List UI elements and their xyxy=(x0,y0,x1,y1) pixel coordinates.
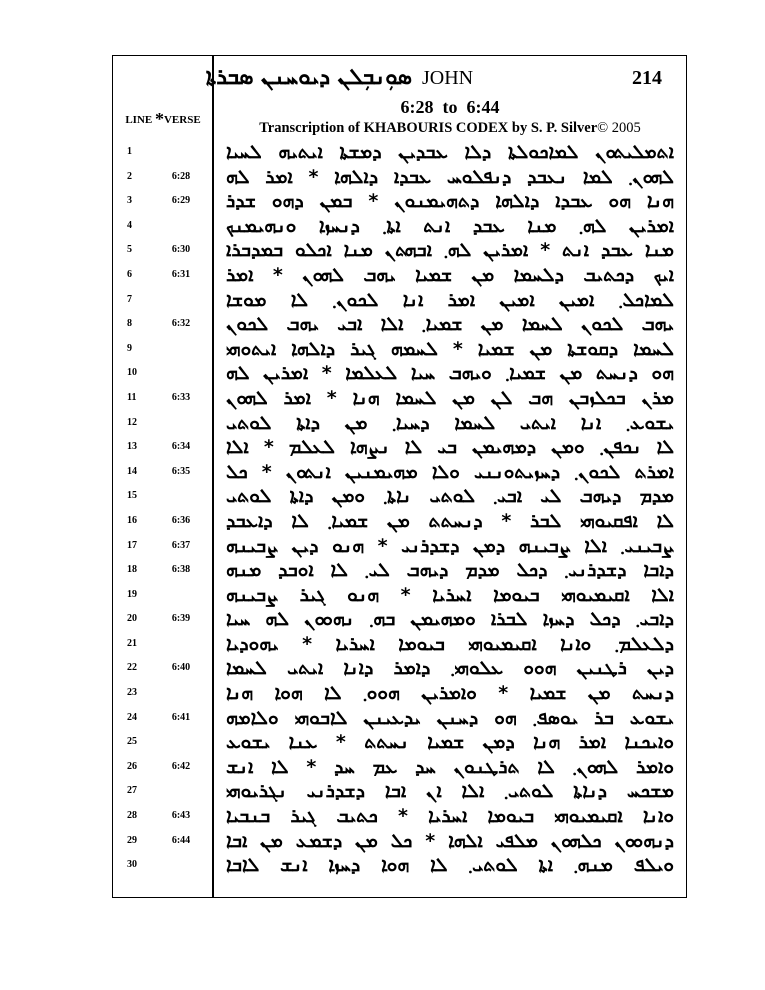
syriac-text-line: ܘܝܠܦ ܡܢܗ܂ ܐܬܐ ܠܘܬܝ܂ ܠܐ ܗܘܐ ܕܚܙܐ ܐܢܫ ܠܐܒܐ xyxy=(226,854,674,877)
text-row xyxy=(112,312,687,337)
verse-number: 6:41 xyxy=(171,711,191,723)
syriac-text-line: ܘܐܡܪ ܠܗܘܢ܂ ܠܐ ܬܪܛܢܘܢ ܚܕ ܥܡ ܚܕ * ܠܐ ܐܢܫ xyxy=(226,755,674,778)
line-number: 20 xyxy=(127,613,137,625)
text-row xyxy=(112,189,687,214)
text-row xyxy=(112,730,687,755)
book-title: JOHN xyxy=(422,67,474,89)
syriac-text-line: ܐܝܟ ܕܟܬܝܒ ܕܠܚܡܐ ܡܢ ܫܡܝܐ ܝܗܒ ܠܗܘܢ * ܐܡܪ xyxy=(226,263,674,286)
text-row xyxy=(112,558,687,583)
verse-number: 6:36 xyxy=(171,514,191,526)
text-row xyxy=(112,288,687,313)
transcription-credit xyxy=(214,119,686,137)
syriac-text-line: ܝܗܒ ܠܟܘܢ ܠܚܡܐ ܡܢ ܫܡܝܐ܂ ܐܠܐ ܐܒܝ ܝܗܒ ܠܟܘܢ xyxy=(226,313,674,336)
syriac-text-line: ܝܫܘܥ ܒܪ ܝܘܣܦ܂ ܗܘ ܕܚܢܢ ܝܕܥܝܢܢ ܠܐܒܘܗܝ ܘܠܐܡܗ xyxy=(226,706,674,729)
verse-number: 6:39 xyxy=(171,613,191,625)
line-number: 19 xyxy=(127,588,137,600)
syriac-text-line: ܗܢܐ ܗܘ ܥܒܕܐ ܕܐܠܗܐ ܕܬܗܝܡܢܘܢ * ܒܡܢ ܕܗܘ ܫܕܪ xyxy=(226,190,674,213)
text-row xyxy=(112,607,687,632)
text-row xyxy=(112,755,687,780)
syriac-text-line: ܕܐܒܐ ܕܫܕܪܢܝ܂ ܕܟܠ ܡܕܡ ܕܝܗܒ ܠܝ܂ ܠܐ ܐܘܒܕ ܡܢܗ xyxy=(226,559,674,582)
text-row xyxy=(112,853,687,878)
text-row xyxy=(112,583,687,608)
line-number: 28 xyxy=(127,810,137,822)
line-number: 8 xyxy=(127,318,132,330)
line-number: 16 xyxy=(127,514,137,526)
verse-number: 6:30 xyxy=(171,244,191,256)
text-row xyxy=(112,214,687,239)
verse-number: 6:29 xyxy=(171,195,191,207)
syriac-text-line: ܠܐ ܐܦܩܝܘܗܝ ܠܒܪ * ܕܢܚܬܬ ܡܢ ܫܡܝܐ܂ ܠܐ ܕܐܥܒܕ xyxy=(226,509,674,532)
verse-number: 6:35 xyxy=(171,465,191,477)
syriac-title: ܣܘܼܢܒܼܠܢ ܕܝܘܚܢܢ ܣܒܪܬܐ xyxy=(205,65,412,90)
text-row xyxy=(112,534,687,559)
line-number: 6 xyxy=(127,268,132,280)
line-number: 14 xyxy=(127,465,137,477)
line-number: 5 xyxy=(127,244,132,256)
verse-range: 6:28 to 6:44 xyxy=(400,97,500,117)
syriac-text-line: ܐܠܐ ܐܩܝܡܝܘܗܝ ܒܝܘܡܐ ܐܚܪܝܐ * ܗܢܘ ܓܝܪ ܨܒܝܢܗ xyxy=(226,583,674,606)
syriac-text-line: ܐܡܪܬ ܠܟܘܢ܂ ܕܚܙܝܬܘܢܢܝ ܘܠܐ ܡܗܝܡܢܝܢ ܐܢܬܘܢ * ܟܠ xyxy=(226,460,674,483)
text-row xyxy=(112,706,687,731)
text-row xyxy=(112,165,687,190)
syriac-text-line: ܕܐܒܝ܂ ܕܟܠ ܕܚܙܐ ܠܒܪܐ ܘܡܗܝܡܢ ܒܗ܂ ܢܗܘܘܢ ܠܗ ܚܝܐ xyxy=(226,608,674,631)
syriac-text-line: ܕܠܥܠܡ܂ ܘܐܢܐ ܐܩܝܡܝܘܗܝ ܒܝܘܡܐ ܐܚܪܝܐ * ܝܗܘܕܝܐ xyxy=(226,632,674,655)
line-number: 25 xyxy=(127,736,137,748)
syriac-text-line: ܕܝܢ ܪܛܢܝܢ ܗܘܘ ܥܠܘܗܝ܂ ܕܐܡܪ ܕܐܢܐ ܐܝܬܝ ܠܚܡܐ xyxy=(226,657,674,680)
line-number: 29 xyxy=(127,834,137,846)
syriac-text-line: ܠܚܡܐ ܕܩܘܫܬܐ ܡܢ ܫܡܝܐ * ܠܚܡܗ ܓܝܪ ܕܐܠܗܐ ܐܝܬܘܗܝ xyxy=(226,337,674,360)
verse-number: 6:38 xyxy=(171,564,191,576)
line-number: 15 xyxy=(127,490,137,502)
text-row xyxy=(112,263,687,288)
text-row xyxy=(112,681,687,706)
line-number: 3 xyxy=(127,195,132,207)
star-marker: * xyxy=(154,109,164,129)
text-row xyxy=(112,460,687,485)
syriac-text-line: ܡܕܡ ܕܝܗܒ ܠܝ ܐܒܝ܂ ܠܘܬܝ ܢܐܬܐ܂ ܘܡܢ ܕܐܬܐ ܠܘܬܝ xyxy=(226,485,674,508)
transcription-title: Transcription of KHABOURIS CODEX by S. P. Silver xyxy=(259,120,598,136)
text-row xyxy=(112,411,687,436)
syriac-text-line: ܨܒܝܢܝ܂ ܐܠܐ ܨܒܝܢܗ ܕܡܢ ܕܫܕܪܢܝ * ܗܢܘ ܕܝܢ ܨܒܝܢܗ xyxy=(226,534,674,557)
syriac-text-line: ܝܫܘܥ܂ ܐܢܐ ܐܝܬܝ ܠܚܡܐ ܕܚܝܐ܂ ܡܢ ܕܐܬܐ ܠܘܬܝ xyxy=(226,411,674,434)
text-row xyxy=(112,361,687,386)
line-number: 4 xyxy=(127,219,132,231)
text-row xyxy=(112,386,687,411)
verse-column-label: VERSE xyxy=(163,114,201,126)
copyright-notice: © 2005 xyxy=(597,120,641,136)
line-number: 30 xyxy=(127,859,137,871)
syriac-text-line: ܡܫܟܚ ܕܢܐܬܐ ܠܘܬܝ܂ ܐܠܐ ܐܢ ܐܒܐ ܕܫܕܪܢܝ ܢܓܪܝܘܗܝ xyxy=(226,780,674,803)
verse-number: 6:37 xyxy=(171,539,191,551)
line-number: 27 xyxy=(127,785,137,797)
text-row xyxy=(112,804,687,829)
syriac-text-line: ܐܡܪܝܢ ܠܗ܂ ܡܢܐ ܥܒܕ ܐܢܬ ܐܬܐ܂ ܕܢܚܙܐ ܘܢܗܝܡܢܟ xyxy=(226,214,674,237)
text-row xyxy=(112,656,687,681)
text-row xyxy=(112,632,687,657)
syriac-text-line: ܕܢܚܬ ܡܢ ܫܡܝܐ * ܘܐܡܪܝܢ ܗܘܘ܂ ܠܐ ܗܘܐ ܗܢܐ xyxy=(226,682,674,705)
text-row xyxy=(112,484,687,509)
syriac-text-line: ܠܐ ܢܟܦܢ܂ ܘܡܢ ܕܡܗܝܡܢ ܒܝ ܠܐ ܢܨܗܐ ܠܥܠܡ * ܐܠܐ xyxy=(226,436,674,459)
column-header xyxy=(114,109,212,129)
line-number: 22 xyxy=(127,662,137,674)
verse-number: 6:40 xyxy=(171,662,191,674)
line-column-label: LINE xyxy=(125,114,153,126)
syriac-text-line: ܐܬܡܠܝܬܘܢ ܠܡܐܟܘܠܬܐ ܕܠܐ ܥܒܕܝܢ ܕܡܫܬܐ ܐܝܬܝܗ ܠܚܝܐ xyxy=(226,141,674,163)
syriac-text-line: ܠܡܐܟܠ܂ ܐܡܝܢ ܐܡܝܢ ܐܡܪ ܐܢܐ ܠܟܘܢ܂ ܠܐ ܡܘܫܐ xyxy=(226,288,674,311)
line-number: 18 xyxy=(127,564,137,576)
verse-number: 6:34 xyxy=(171,441,191,453)
text-row xyxy=(112,779,687,804)
text-row xyxy=(112,829,687,854)
verse-number: 6:42 xyxy=(171,760,191,772)
verse-number: 6:31 xyxy=(171,268,191,280)
syriac-text-line: ܡܢܐ ܥܒܕ ܐܢܬ * ܐܡܪܝܢ ܠܗ܂ ܐܒܗܬܢ ܡܢܐ ܐܟܠܘ ܒܡܕܒܪܐ xyxy=(226,239,674,262)
verse-number: 6:44 xyxy=(171,834,191,846)
syriac-text-line: ܡܪܢ ܒܟܠܙܒܢ ܗܒ ܠܢ ܡܢ ܠܚܡܐ ܗܢܐ * ܐܡܪ ܠܗܘܢ xyxy=(226,386,674,409)
line-number: 1 xyxy=(127,146,132,157)
syriac-text-line: ܕܢܗܘܘܢ ܟܠܗܘܢ ܡܠܦܝ ܐܠܗܐ * ܟܠ ܡܢ ܕܫܡܥ ܡܢ ܐܒܐ xyxy=(226,829,674,852)
text-lines xyxy=(112,140,687,878)
page-number: 214 xyxy=(632,67,662,89)
text-row xyxy=(112,435,687,460)
line-number: 21 xyxy=(127,637,137,649)
verse-number: 6:43 xyxy=(171,810,191,822)
line-number: 10 xyxy=(127,367,137,379)
line-number: 13 xyxy=(127,441,137,453)
line-number: 24 xyxy=(127,711,137,723)
verse-number: 6:32 xyxy=(171,318,191,330)
line-number: 9 xyxy=(127,342,132,354)
syriac-text-line: ܗܘ ܕܢܚܬ ܡܢ ܫܡܝܐ܂ ܘܝܗܒ ܚܝܐ ܠܥܠܡܐ * ܐܡܪܝܢ ܠܗ xyxy=(226,362,674,385)
verse-number: 6:28 xyxy=(171,170,191,182)
syriac-text-line: ܘܐܝܟܢܐ ܐܡܪ ܗܢܐ ܕܡܢ ܫܡܝܐ ܢܚܬܬ * ܥܢܐ ܝܫܘܥ xyxy=(226,731,674,754)
syriac-text-line: ܠܗܘܢ܂ ܠܡܐ ܢܥܒܕ ܕܢܦܠܘܚ ܥܒܕܐ ܕܐܠܗܐ * ܐܡܪ ܠܗ xyxy=(226,165,674,188)
line-number: 2 xyxy=(127,170,132,182)
line-number: 26 xyxy=(127,760,137,772)
line-number: 7 xyxy=(127,293,132,305)
text-row xyxy=(112,238,687,263)
text-row xyxy=(112,337,687,362)
text-row xyxy=(112,140,687,165)
syriac-text-line: ܘܐܢܐ ܐܩܝܡܝܘܗܝ ܒܝܘܡܐ ܐܚܪܝܐ * ܟܬܝܒ ܓܝܪ ܒܢܒܝܐ xyxy=(226,805,674,828)
verse-number: 6:33 xyxy=(171,391,191,403)
line-number: 12 xyxy=(127,416,137,428)
text-row xyxy=(112,509,687,534)
line-number: 11 xyxy=(127,391,137,403)
line-number: 17 xyxy=(127,539,137,551)
line-number: 23 xyxy=(127,687,137,699)
